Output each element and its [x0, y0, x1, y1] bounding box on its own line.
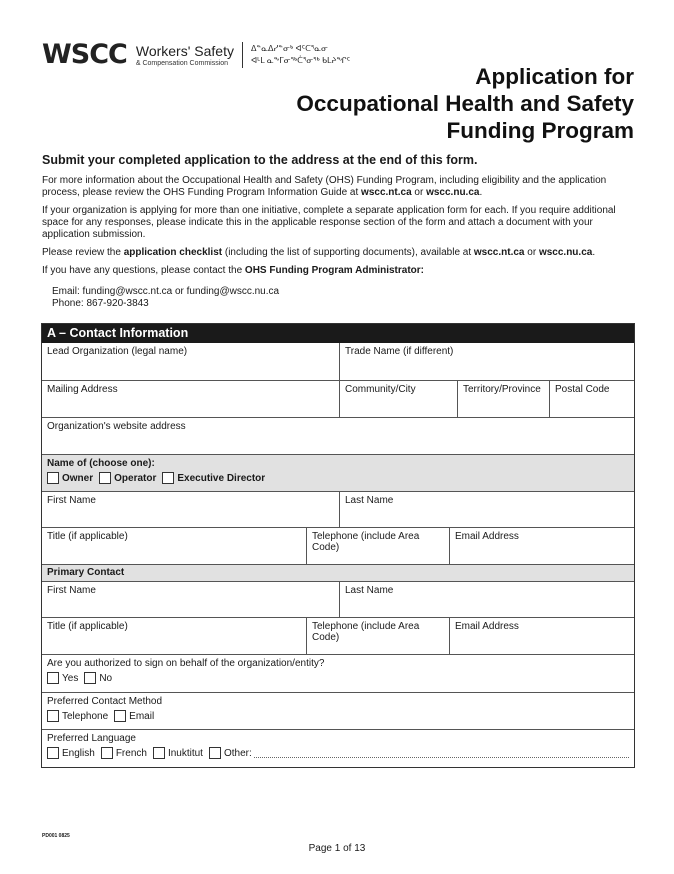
- p3-end: .: [592, 247, 596, 258]
- yes-option[interactable]: [47, 672, 78, 684]
- owner-last-name-field[interactable]: [339, 492, 634, 527]
- logo-wordmark: WSCC: [42, 39, 127, 70]
- title-label: Title (if applicable): [47, 531, 128, 542]
- title-line2: Occupational Health and Safety: [296, 91, 634, 116]
- english-label: English: [62, 747, 95, 759]
- other-language-input[interactable]: [254, 748, 629, 758]
- owner-telephone-field[interactable]: [306, 528, 449, 564]
- primary-telephone-field[interactable]: [306, 618, 449, 654]
- title-line1: Application for: [475, 64, 634, 89]
- admin-contact: [52, 286, 634, 310]
- first-name-label: First Name: [47, 495, 96, 506]
- no-label: No: [99, 672, 113, 684]
- operator-checkbox[interactable]: [99, 472, 111, 484]
- logo-divider: [242, 42, 243, 68]
- owner-checkbox[interactable]: [47, 472, 59, 484]
- p1-end: .: [479, 187, 483, 198]
- no-checkbox[interactable]: [84, 672, 96, 684]
- primary-contact-header: [42, 564, 634, 581]
- primary-title-field[interactable]: [42, 618, 306, 654]
- primary-first-name-field[interactable]: [42, 582, 339, 617]
- intro-paragraph-3: [42, 247, 634, 259]
- language-options: [42, 744, 634, 759]
- logo-syllabics-line2: ᐊᒻᒪ ᓇᖕᒥᓂᖅᑖᕐᓂᖅ ᑲᒪᔨᖏᑦ: [250, 56, 351, 65]
- owner-title-field[interactable]: [42, 528, 306, 564]
- telephone-option-label: Telephone: [62, 710, 109, 722]
- website-label: Organization's website address: [47, 421, 186, 432]
- org-name-row: [42, 343, 634, 380]
- no-option[interactable]: [84, 672, 112, 684]
- p3-text-a: Please review the: [42, 247, 124, 258]
- other-checkbox[interactable]: [209, 747, 221, 759]
- owner-label: Owner: [62, 472, 94, 484]
- lead-org-field[interactable]: [42, 343, 339, 380]
- p1-link-nu[interactable]: wscc.nu.ca: [426, 187, 480, 198]
- language-row: [42, 729, 634, 767]
- owner-email-field[interactable]: [449, 528, 634, 564]
- french-option[interactable]: [101, 747, 147, 759]
- p1-or: or: [411, 187, 427, 198]
- last-name-label: Last Name: [345, 585, 394, 596]
- primary-last-name-field[interactable]: [339, 582, 634, 617]
- authorized-row: [42, 654, 634, 692]
- language-label: Preferred Language: [47, 733, 136, 744]
- operator-label: Operator: [114, 472, 157, 484]
- other-option[interactable]: [209, 747, 252, 759]
- owner-option[interactable]: [47, 472, 93, 484]
- contact-method-row: [42, 692, 634, 729]
- title-line3: Funding Program: [446, 118, 634, 143]
- p4-text: If you have any questions, please contact the: [42, 265, 245, 276]
- exec-director-label: Executive Director: [177, 472, 266, 484]
- inuktitut-label: Inuktitut: [167, 747, 203, 759]
- admin-email: Email: funding@wscc.nt.ca or funding@wscc.nu.ca: [52, 286, 280, 297]
- contact-information-form: [41, 323, 635, 768]
- p3-or: or: [524, 247, 539, 258]
- intro-paragraph-4: [42, 265, 634, 277]
- mailing-address-label: Mailing Address: [47, 384, 118, 395]
- trade-name-label: Trade Name (if different): [345, 346, 454, 357]
- postal-code-field[interactable]: [549, 381, 634, 417]
- exec-director-option[interactable]: [162, 472, 265, 484]
- inuktitut-checkbox[interactable]: [153, 747, 165, 759]
- email-label: Email Address: [455, 621, 519, 632]
- form-code: PD001 0825: [42, 833, 70, 839]
- p3-checklist: application checklist: [123, 247, 223, 258]
- primary-email-field[interactable]: [449, 618, 634, 654]
- primary-name-row: [42, 581, 634, 617]
- contact-method-options: [42, 707, 634, 722]
- p1-link-nt[interactable]: wscc.nt.ca: [361, 187, 412, 198]
- territory-province-field[interactable]: [457, 381, 549, 417]
- p1-text: For more information about the Occupational Health and Safety (OHS) Funding Program, including eligibility and the application process, please review the OHS Funding Program Information Guide at: [42, 175, 607, 198]
- territory-province-label: Territory/Province: [463, 384, 541, 395]
- name-of-label: Name of (choose one):: [47, 458, 155, 469]
- intro-paragraph-2: If your organization is applying for more than one initiative, complete a separate application form for each. If you require additional space for any responses, please indicate this in the applicable response section of the form and attach a document with your application submission.: [42, 205, 616, 240]
- first-name-label: First Name: [47, 585, 96, 596]
- trade-name-field[interactable]: [339, 343, 634, 380]
- email-label: Email Address: [455, 531, 519, 542]
- logo-syllabics-line1: ᐃᓐᓇᐃᓯᓐᓂᒃ ᐊᑦᑕᕐᓇᓂ: [250, 44, 328, 53]
- section-a-header: A – Contact Information: [42, 324, 634, 343]
- intro-lead: Submit your completed application to the address at the end of this form.: [42, 153, 478, 167]
- title-label: Title (if applicable): [47, 621, 128, 632]
- french-label: French: [115, 747, 147, 759]
- english-option[interactable]: [47, 747, 95, 759]
- telephone-label: Telephone (include Area Code): [312, 531, 420, 553]
- mailing-address-field[interactable]: [42, 381, 339, 417]
- yes-checkbox[interactable]: [47, 672, 59, 684]
- address-row: [42, 380, 634, 417]
- admin-phone: Phone: 867-920-3843: [52, 298, 149, 309]
- other-label: Other:: [223, 747, 252, 759]
- owner-name-row: [42, 491, 634, 527]
- p3-text-b: (including the list of supporting documents), available at: [222, 247, 474, 258]
- owner-title-row: [42, 527, 634, 564]
- intro-section: [42, 154, 634, 310]
- page-number: Page 1 of 13: [308, 843, 366, 854]
- primary-contact-label: Primary Contact: [47, 567, 125, 578]
- email-checkbox[interactable]: [114, 710, 126, 722]
- website-row: [42, 417, 634, 454]
- name-of-options: [42, 469, 634, 484]
- telephone-checkbox[interactable]: [47, 710, 59, 722]
- french-checkbox[interactable]: [101, 747, 113, 759]
- inuktitut-option[interactable]: [153, 747, 203, 759]
- intro-paragraph-1: [42, 175, 634, 199]
- exec-director-checkbox[interactable]: [162, 472, 174, 484]
- logo-name-line1: Workers' Safety: [135, 42, 234, 59]
- authorized-options: [42, 669, 634, 684]
- postal-code-label: Postal Code: [555, 384, 610, 395]
- telephone-label: Telephone (include Area Code): [312, 621, 420, 643]
- last-name-label: Last Name: [345, 495, 394, 506]
- english-checkbox[interactable]: [47, 747, 59, 759]
- email-option-label: Email: [129, 710, 155, 722]
- website-field[interactable]: [42, 418, 634, 454]
- p4-administrator: OHS Funding Program Administrator:: [244, 265, 424, 276]
- yes-label: Yes: [62, 672, 79, 684]
- telephone-option[interactable]: [47, 710, 108, 722]
- p3-link-nt[interactable]: wscc.nt.ca: [473, 247, 525, 258]
- name-of-row: [42, 454, 634, 491]
- contact-method-label: Preferred Contact Method: [47, 696, 163, 707]
- document-title: [296, 63, 634, 144]
- owner-first-name-field[interactable]: [42, 492, 339, 527]
- primary-title-row: [42, 617, 634, 654]
- logo-name: [136, 44, 234, 67]
- community-city-field[interactable]: [339, 381, 457, 417]
- p3-link-nu[interactable]: wscc.nu.ca: [538, 247, 593, 258]
- logo-name-line2: & Compensation Commission: [135, 59, 229, 67]
- operator-option[interactable]: [99, 472, 156, 484]
- email-option[interactable]: [114, 710, 154, 722]
- authorized-question: Are you authorized to sign on behalf of the organization/entity?: [47, 658, 325, 669]
- community-city-label: Community/City: [345, 384, 416, 395]
- lead-org-label: Lead Organization (legal name): [47, 346, 188, 357]
